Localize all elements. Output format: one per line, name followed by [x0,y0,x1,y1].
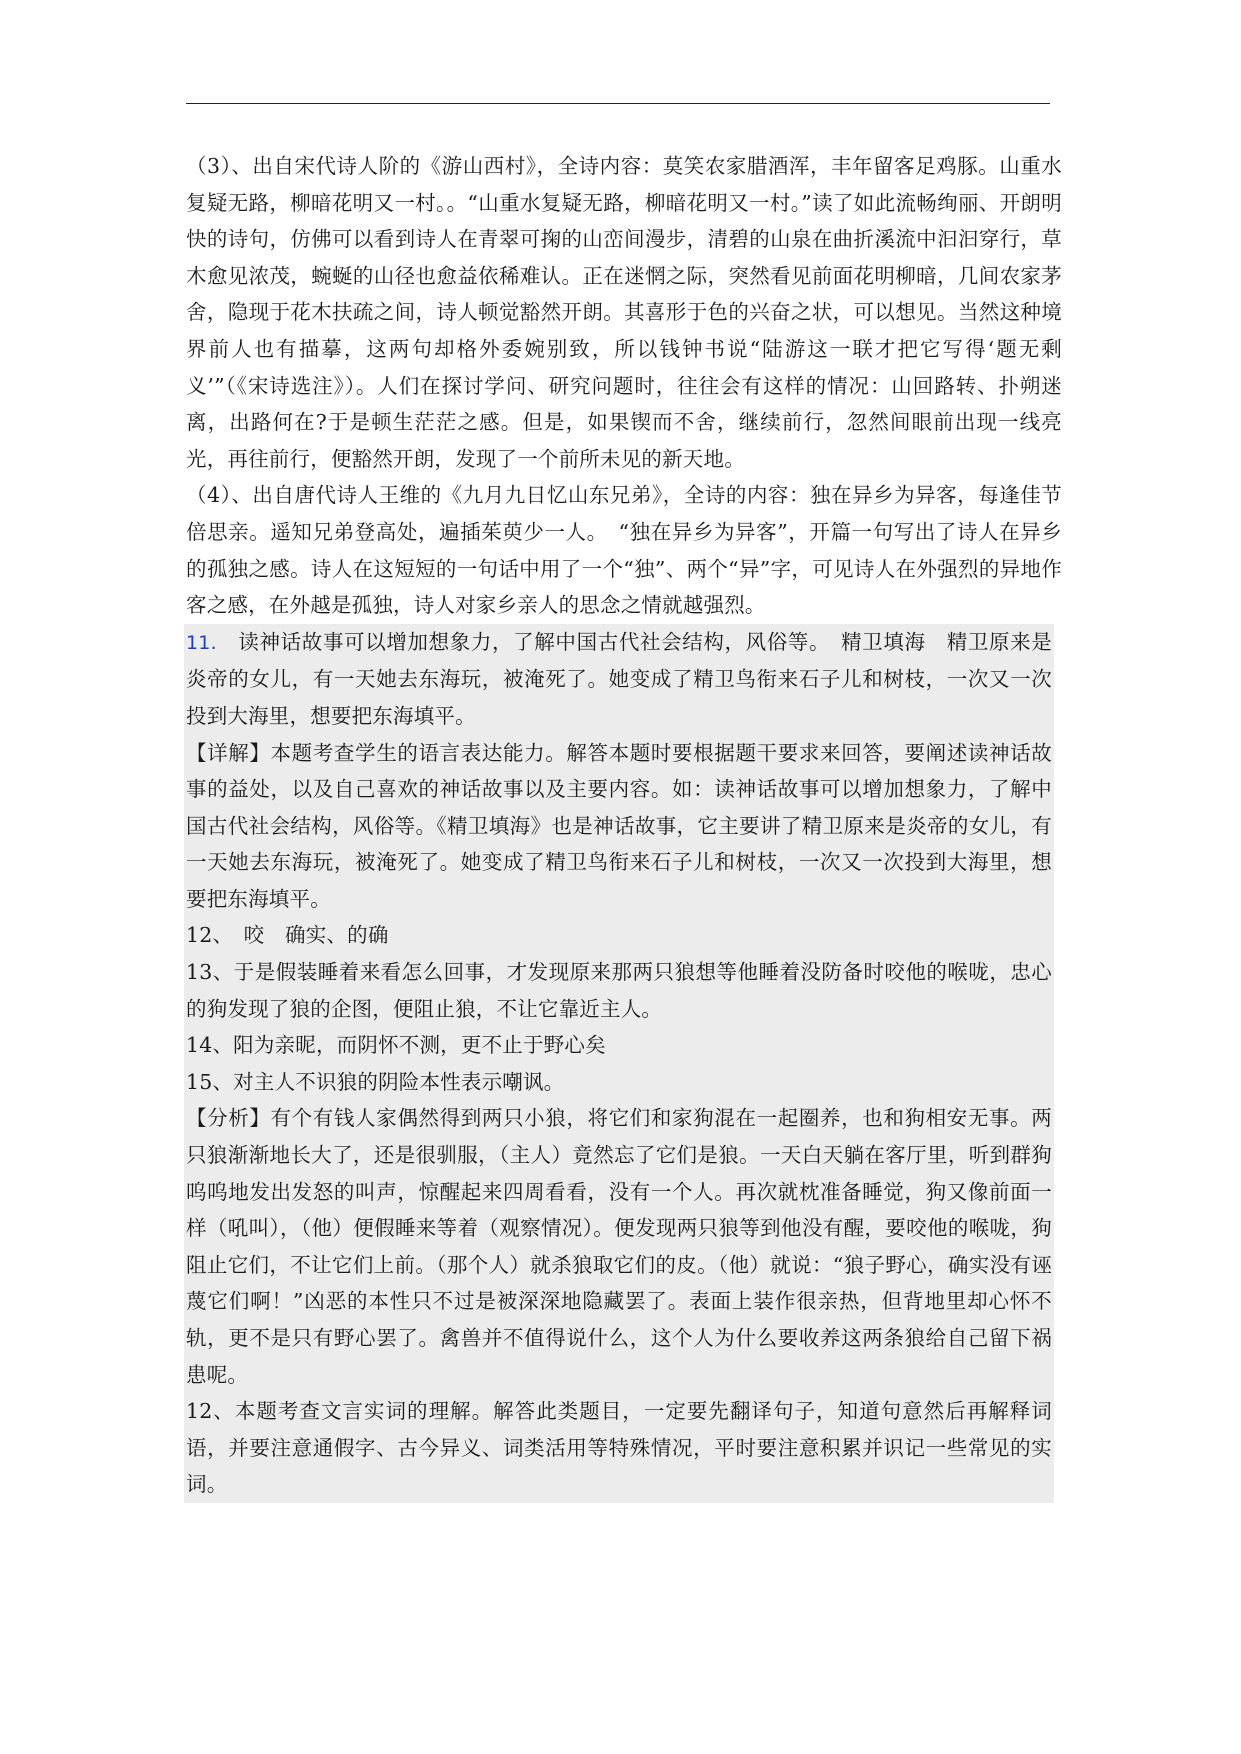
header-rule [186,103,1050,104]
answer-11 [186,624,1052,735]
paragraph-poem-3: （3）、出自宋代诗人阶的《游山西村》，全诗内容：莫笑农家腊酒浑，丰年留客足鸡豚。山重水复疑无路，柳暗花明又一村。。“山重水复疑无路，柳暗花明又一村。”读了如此流畅绚丽、开朗明快的诗句，仿佛可以看到诗人在青翠可掬的山峦间漫步，清碧的山泉在曲折溪流中汩汩穿行，草木愈见浓茂，蜿蜒的山径也愈益依稀难认。正在迷惘之际，突然看见前面花明柳暗，几间农家茅舍，隐现于花木扶疏之间，诗人顿觉豁然开朗。其喜形于色的兴奋之状，可以想见。当然这种境界前人也有描摹，这两句却格外委婉别致，所以钱钟书说“陆游这一联才把它写得‘题无剩义’”（《宋诗选注》）。人们在探讨学问、研究问题时，往往会有这样的情况：山回路转、扑朔迷离，出路何在?于是顿生茫茫之感。但是，如果锲而不舍，继续前行，忽然间眼前出现一线亮光，再往前行，便豁然开朗，发现了一个前所未见的新天地。 [186,154,1062,471]
document-body [186,148,1062,1503]
answer-13: 13、于是假装睡着来看怎么回事，才发现原来那两只狼想等他睡着没防备时咬他的喉咙，忠心的狗发现了狼的企图，便阻止狼，不让它靠近主人。 [186,960,1052,1021]
analysis: 【分析】有个有钱人家偶然得到两只小狼，将它们和家狗混在一起圈养，也和狗相安无事。两只狼渐渐地长大了，还是很驯服，（主人）竟然忘了它们是狼。一天白天躺在客厅里，听到群狗呜呜地发出发怒的叫声，惊醒起来四周看看，没有一个人。再次就枕准备睡觉，狗又像前面一样（吼叫），（他）便假睡来等着（观察情况）。便发现两只狼等到他没有醒，要咬他的喉咙，狗阻止它们，不让它们上前。（那个人）就杀狼取它们的皮。（他）就说：“狼子野心，确实没有诬蔑它们啊！”凶恶的本性只不过是被深深地隐藏罢了。表面上装作很亲热，但背地里却心怀不轨，更不是只有野心罢了。禽兽并不值得说什么，这个人为什么要收养这两条狼给自己留下祸患呢。 [186,1106,1052,1387]
answer-11-text: 读神话故事可以增加想象力，了解中国古代社会结构，风俗等。 精卫填海 精卫原来是炎帝的女儿，有一天她去东海玩，被淹死了。她变成了精卫鸟衔来石子儿和树枝，一次又一次投到大海里，想要把东海填平。 [186,629,1052,728]
detail-11: 【详解】本题考查学生的语言表达能力。解答本题时要根据题干要求来回答，要阐述读神话故事的益处，以及自己喜欢的神话故事以及主要内容。如：读神话故事可以增加想象力，了解中国古代社会结构，风俗等。《精卫填海》也是神话故事，它主要讲了精卫原来是炎帝的女儿，有一天她去东海玩，被淹死了。她变成了精卫鸟衔来石子儿和树枝，一次又一次投到大海里，想要把东海填平。 [186,740,1052,911]
paragraph-poem-4: （4）、出自唐代诗人王维的《九月九日忆山东兄弟》，全诗的内容：独在异乡为异客，每逢佳节倍思亲。遥知兄弟登高处，遍插茱萸少一人。 “独在异乡为异客”，开篇一句写出了诗人在异乡的孤独之感。诗人在这短短的一句话中用了一个“独”、两个“异”字，可见诗人在外强烈的异地作客之感，在外越是孤独，诗人对家乡亲人的思念之情就越强烈。 [186,483,1062,618]
answer-section [184,624,1054,1503]
answer-15: 15、对主人不识狼的阴险本性表示嘲讽。 [186,1069,565,1094]
answer-12: 12、 咬 确实、的确 [186,923,389,948]
note-12: 12、本题考查文言实词的理解。解答此类题目，一定要先翻译句子，知道句意然后再解释词语，并要注意通假字、古今异义、词类活用等特殊情况，平时要注意积累并识记一些常见的实词。 [186,1399,1052,1497]
answer-14: 14、阳为亲昵，而阴怀不测，更不止于野心矣 [186,1033,606,1058]
question-number-link[interactable]: 11. [186,631,217,654]
